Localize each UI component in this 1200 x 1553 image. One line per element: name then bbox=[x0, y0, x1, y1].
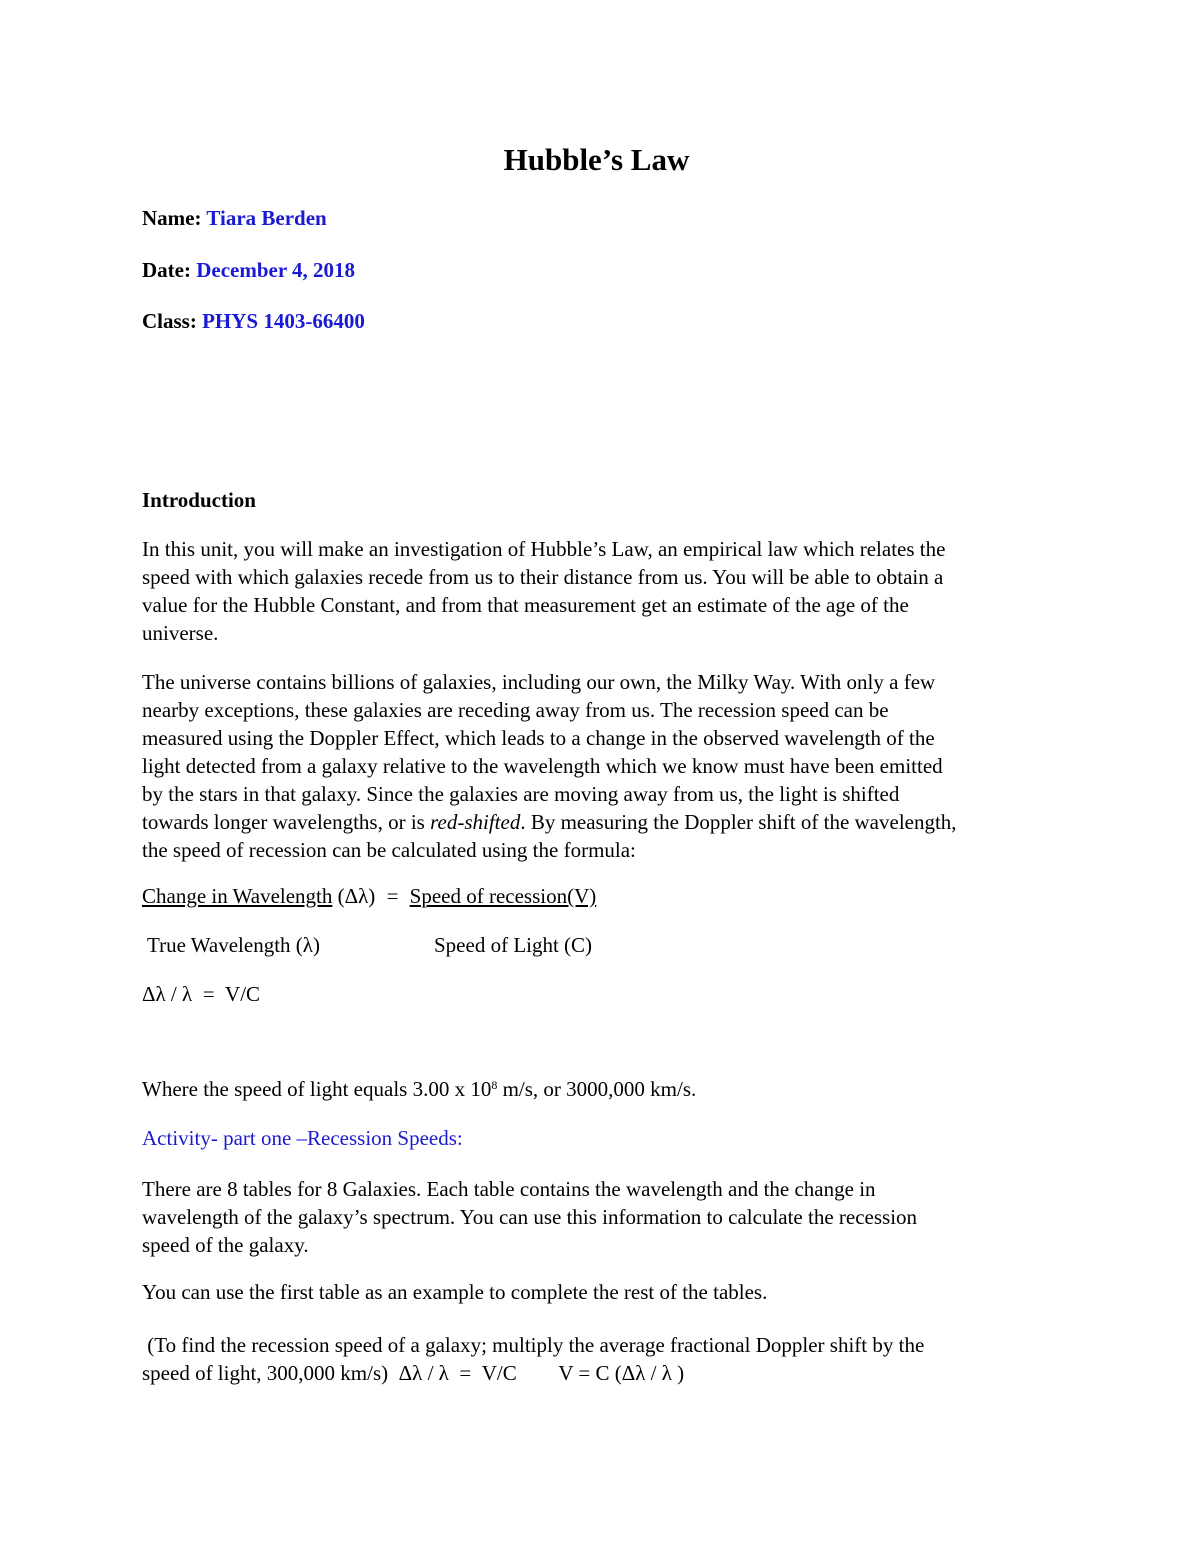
paragraph-line: speed of light, 300,000 km/s) Δλ / λ = V/C V = C (Δλ / λ ) bbox=[142, 1361, 685, 1385]
intro-paragraph bbox=[142, 535, 1072, 647]
activity-heading: Activity- part one –Recession Speeds: bbox=[142, 1126, 463, 1150]
exponent: 8 bbox=[491, 1078, 498, 1092]
paragraph-line: the speed of recession can be calculated using the formula: bbox=[142, 838, 636, 862]
find-speed-paragraph bbox=[142, 1331, 1072, 1387]
speed-of-light-label: Speed of Light (C) bbox=[434, 933, 593, 957]
red-shifted-term: red-shifted bbox=[430, 810, 521, 834]
paragraph-line: measured using the Doppler Effect, which leads to a change in the observed wavelength of the bbox=[142, 726, 935, 750]
text-segment: Where the speed of light equals 3.00 x 10 bbox=[142, 1077, 492, 1101]
paragraph-line: value for the Hubble Constant, and from that measurement get an estimate of the age of the bbox=[142, 593, 909, 617]
date-line bbox=[142, 258, 355, 283]
paragraph-line: (To find the recession speed of a galaxy; multiply the average fractional Doppler shift by the bbox=[142, 1333, 925, 1357]
universe-paragraph bbox=[142, 668, 1072, 864]
paragraph-line: light detected from a galaxy relative to the wavelength which we know must have been emitted bbox=[142, 754, 943, 778]
ratio-formula: Δλ / λ = V/C bbox=[142, 982, 261, 1006]
date-value: December 4, 2018 bbox=[196, 258, 356, 282]
paragraph-line: wavelength of the galaxy’s spectrum. You can use this information to calculate the recession bbox=[142, 1205, 918, 1229]
paragraph-line bbox=[142, 808, 1072, 836]
class-label: Class: bbox=[142, 309, 197, 333]
text-segment: towards longer wavelengths, or is bbox=[142, 810, 431, 834]
change-in-wavelength-label: Change in Wavelength bbox=[142, 884, 333, 908]
paragraph-line: In this unit, you will make an investigation of Hubble’s Law, an empirical law which relates the bbox=[142, 537, 946, 561]
name-line bbox=[142, 206, 327, 231]
name-label: Name: bbox=[142, 206, 202, 230]
paragraph-line: nearby exceptions, these galaxies are receding away from us. The recession speed can be bbox=[142, 698, 889, 722]
class-value: PHYS 1403-66400 bbox=[202, 309, 365, 333]
text-segment: . By measuring the Doppler shift of the wavelength, bbox=[520, 810, 957, 834]
speed-of-light-sentence bbox=[142, 1077, 696, 1102]
formula-numerator-row bbox=[142, 884, 596, 909]
speed-of-recession-label: Speed of recession(V) bbox=[409, 884, 597, 908]
date-label: Date: bbox=[142, 258, 191, 282]
class-line bbox=[142, 309, 365, 334]
paragraph-line: universe. bbox=[142, 621, 219, 645]
first-table-sentence: You can use the first table as an example to complete the rest of the tables. bbox=[142, 1280, 768, 1304]
introduction-heading: Introduction bbox=[142, 488, 256, 512]
paragraph-line: speed with which galaxies recede from us to their distance from us. You will be able to obtain a bbox=[142, 565, 944, 589]
true-wavelength-label: True Wavelength (λ) bbox=[147, 933, 320, 957]
paragraph-line: by the stars in that galaxy. Since the galaxies are moving away from us, the light is shifted bbox=[142, 782, 900, 806]
paragraph-line: The universe contains billions of galaxies, including our own, the Milky Way. With only a few bbox=[142, 670, 936, 694]
delta-lambda-symbol: (Δλ) bbox=[337, 884, 376, 908]
paragraph-line: speed of the galaxy. bbox=[142, 1233, 309, 1257]
text-segment: m/s, or 3000,000 km/s. bbox=[497, 1077, 697, 1101]
paragraph-line: There are 8 tables for 8 Galaxies. Each table contains the wavelength and the change in bbox=[142, 1177, 876, 1201]
equals-sign: = bbox=[386, 884, 399, 908]
name-value: Tiara Berden bbox=[206, 206, 327, 230]
document-title: Hubble’s Law bbox=[503, 142, 690, 177]
tables-paragraph bbox=[142, 1175, 1072, 1259]
